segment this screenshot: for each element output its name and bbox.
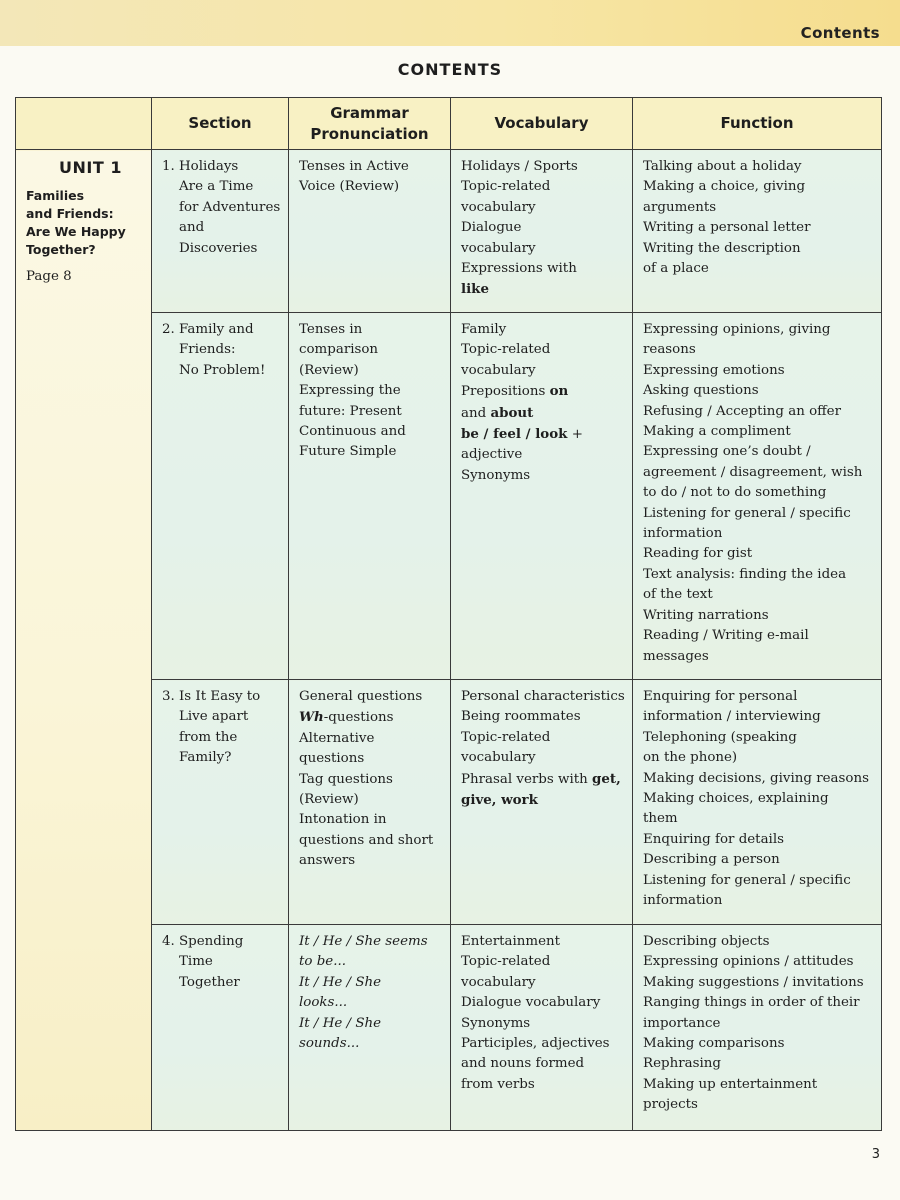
function-line: Expressing emotions [643, 362, 785, 378]
vocabulary-line: Topic-related [461, 179, 551, 195]
vocabulary-line: and about [461, 404, 534, 421]
grammar-line: Future Simple [299, 444, 397, 460]
vocabulary-line: Dialogue vocabulary [461, 995, 601, 1011]
function-line: Making a choice, giving [643, 179, 806, 195]
section-line: Friends: [179, 342, 236, 358]
contents-table [15, 97, 882, 1131]
grammar-line: sounds... [299, 1036, 360, 1052]
function-line: information [643, 526, 723, 542]
vocabulary-line: Topic-related [461, 729, 551, 745]
vocabulary-line: Family [461, 322, 507, 337]
vocabulary-cell [451, 313, 633, 680]
section-cell [152, 925, 289, 1131]
function-line: Writing the description [643, 240, 801, 256]
section-line: Live apart [179, 709, 249, 725]
grammar-line: to be... [299, 954, 346, 970]
grammar-line: It / He / She [299, 974, 382, 990]
vocabulary-line: vocabulary [461, 240, 536, 256]
grammar-cell [289, 925, 451, 1131]
grammar-line: looks... [299, 995, 348, 1011]
header-grammar-line2: Pronunciation [310, 124, 429, 143]
grammar-line: (Review) [299, 792, 359, 808]
vocabulary-line: Synonyms [461, 1015, 531, 1031]
function-line: Making up entertainment [643, 1076, 818, 1092]
section-line: for Adventures [179, 199, 281, 215]
function-line: Describing objects [643, 934, 770, 949]
grammar-line: (Review) [299, 362, 359, 378]
vocabulary-line: and nouns formed [461, 1056, 585, 1072]
unit-subtitle [26, 187, 141, 259]
function-line: Writing narrations [643, 607, 769, 623]
function-line: Making choices, explaining [643, 791, 829, 807]
vocabulary-line: vocabulary [461, 750, 536, 766]
table-header-row [16, 98, 882, 150]
function-line: Reading for gist [643, 546, 753, 562]
grammar-line: future: Present [299, 403, 402, 419]
table-row [16, 150, 882, 313]
vocabulary-line: be / feel / look + [461, 426, 583, 443]
grammar-line: questions [299, 751, 365, 767]
function-line: Making comparisons [643, 1036, 785, 1052]
function-line: of the text [643, 587, 713, 603]
function-line: Asking questions [643, 383, 759, 399]
section-number: 3. [162, 689, 175, 704]
section-line: Family? [179, 750, 232, 766]
section-line: and [179, 220, 205, 236]
vocabulary-cell [451, 680, 633, 925]
grammar-line: General questions [299, 689, 423, 704]
function-line: Making a compliment [643, 424, 791, 440]
grammar-line: Wh-questions [299, 709, 394, 726]
grammar-line: Alternative [299, 730, 375, 746]
function-line: Describing a person [643, 852, 780, 868]
grammar-cell [289, 150, 451, 313]
function-line: Expressing opinions / attitudes [643, 954, 854, 970]
function-line: on the phone) [643, 750, 738, 766]
grammar-line: answers [299, 853, 356, 869]
unit-cell [16, 150, 152, 1131]
page-title: CONTENTS [397, 60, 503, 79]
vocabulary-line: Dialogue [461, 220, 522, 236]
section-title: 1. Holidays [162, 157, 282, 177]
vocabulary-line: Topic-related [461, 342, 551, 358]
function-line: to do / not to do something [643, 485, 827, 501]
section-title: 4. Spending [162, 932, 282, 952]
grammar-line: Continuous and [299, 424, 406, 440]
function-line: Ranging things in order of their [643, 995, 860, 1011]
vocabulary-line: Entertainment [461, 934, 561, 949]
function-cell [633, 680, 882, 925]
header-grammar-line1: Grammar [330, 103, 409, 122]
function-line: Listening for general / specific [643, 872, 851, 888]
vocabulary-line: Being roommates [461, 709, 581, 725]
header-section: Section [152, 98, 289, 150]
unit-subtitle-line: Together? [26, 242, 96, 257]
function-line: Text analysis: finding the idea [643, 566, 847, 582]
unit-page: Page 8 [26, 269, 72, 284]
unit-subtitle-line: Are We Happy [26, 224, 126, 239]
unit-subtitle-line: Families [26, 188, 85, 203]
vocabulary-line: Phrasal verbs with get, [461, 770, 621, 787]
header-vocabulary: Vocabulary [451, 98, 633, 150]
header-band [0, 0, 900, 46]
vocabulary-line: give, work [461, 792, 538, 809]
function-line: Reading / Writing e-mail [643, 628, 809, 644]
vocabulary-cell [451, 925, 633, 1131]
function-line: Talking about a holiday [643, 159, 802, 174]
grammar-line: Voice (Review) [299, 179, 400, 195]
function-line: messages [643, 648, 709, 664]
unit-label: UNIT 1 [59, 158, 122, 177]
function-line: Telephoning (speaking [643, 729, 797, 745]
vocabulary-cell [451, 150, 633, 313]
grammar-line: Tenses in Active [299, 159, 409, 174]
function-line: them [643, 811, 678, 827]
function-line: Rephrasing [643, 1056, 721, 1072]
function-line: Making suggestions / invitations [643, 974, 864, 990]
section-number: 4. [162, 934, 175, 949]
function-line: Writing a personal letter [643, 220, 811, 236]
grammar-cell [289, 680, 451, 925]
grammar-line: comparison [299, 342, 379, 358]
function-line: of a place [643, 261, 709, 277]
grammar-line: Expressing the [299, 383, 401, 399]
running-head: Contents [800, 24, 880, 42]
section-number: 2. [162, 322, 175, 337]
function-cell [633, 150, 882, 313]
section-line: from the [179, 729, 238, 745]
vocabulary-line: Personal characteristics [461, 689, 625, 704]
vocabulary-line: Prepositions on [461, 383, 569, 400]
function-line: importance [643, 1015, 721, 1031]
grammar-line: Tenses in [299, 322, 363, 337]
function-line: Making decisions, giving reasons [643, 770, 869, 786]
section-line: Together [179, 974, 240, 990]
function-line: Expressing one’s doubt / [643, 444, 811, 460]
page-number: 3 [871, 1147, 880, 1162]
vocabulary-line: adjective [461, 447, 523, 463]
function-line: Refusing / Accepting an offer [643, 403, 842, 419]
grammar-cell [289, 313, 451, 680]
function-line: reasons [643, 342, 696, 358]
vocabulary-line: Participles, adjectives [461, 1036, 610, 1052]
section-number: 1. [162, 159, 175, 174]
function-line: information / interviewing [643, 709, 821, 725]
function-line: arguments [643, 199, 717, 215]
section-cell [152, 150, 289, 313]
function-line: Enquiring for details [643, 831, 784, 847]
vocabulary-line: Expressions with [461, 261, 577, 277]
function-line: projects [643, 1097, 698, 1113]
grammar-line: Tag questions [299, 771, 393, 787]
function-line: Expressing opinions, giving [643, 322, 831, 337]
section-line: No Problem! [179, 362, 266, 378]
function-line: Enquiring for personal [643, 689, 798, 704]
vocabulary-line: vocabulary [461, 362, 536, 378]
function-line: Listening for general / specific [643, 505, 851, 521]
vocabulary-line: Holidays / Sports [461, 159, 578, 174]
section-title: 3. Is It Easy to [162, 687, 282, 707]
vocabulary-line: vocabulary [461, 199, 536, 215]
grammar-line: Intonation in [299, 812, 387, 828]
vocabulary-line: Synonyms [461, 467, 531, 483]
header-unit-blank [16, 98, 152, 150]
grammar-line: It / He / She seems [299, 934, 428, 949]
function-line: agreement / disagreement, wish [643, 464, 863, 480]
function-cell [633, 925, 882, 1131]
grammar-line: questions and short [299, 832, 434, 848]
section-line: Time [179, 954, 213, 970]
vocabulary-line: from verbs [461, 1076, 535, 1092]
section-line: Are a Time [179, 179, 254, 195]
vocabulary-line: like [461, 281, 489, 298]
section-line: Discoveries [179, 240, 258, 256]
section-title: 2. Family and [162, 320, 282, 340]
vocabulary-line: Topic-related [461, 954, 551, 970]
section-cell [152, 313, 289, 680]
unit-subtitle-line: and Friends: [26, 206, 114, 221]
vocabulary-line: vocabulary [461, 974, 536, 990]
grammar-line: It / He / She [299, 1015, 382, 1031]
function-line: information [643, 893, 723, 909]
function-cell [633, 313, 882, 680]
header-grammar [289, 98, 451, 150]
header-function: Function [633, 98, 882, 150]
section-cell [152, 680, 289, 925]
